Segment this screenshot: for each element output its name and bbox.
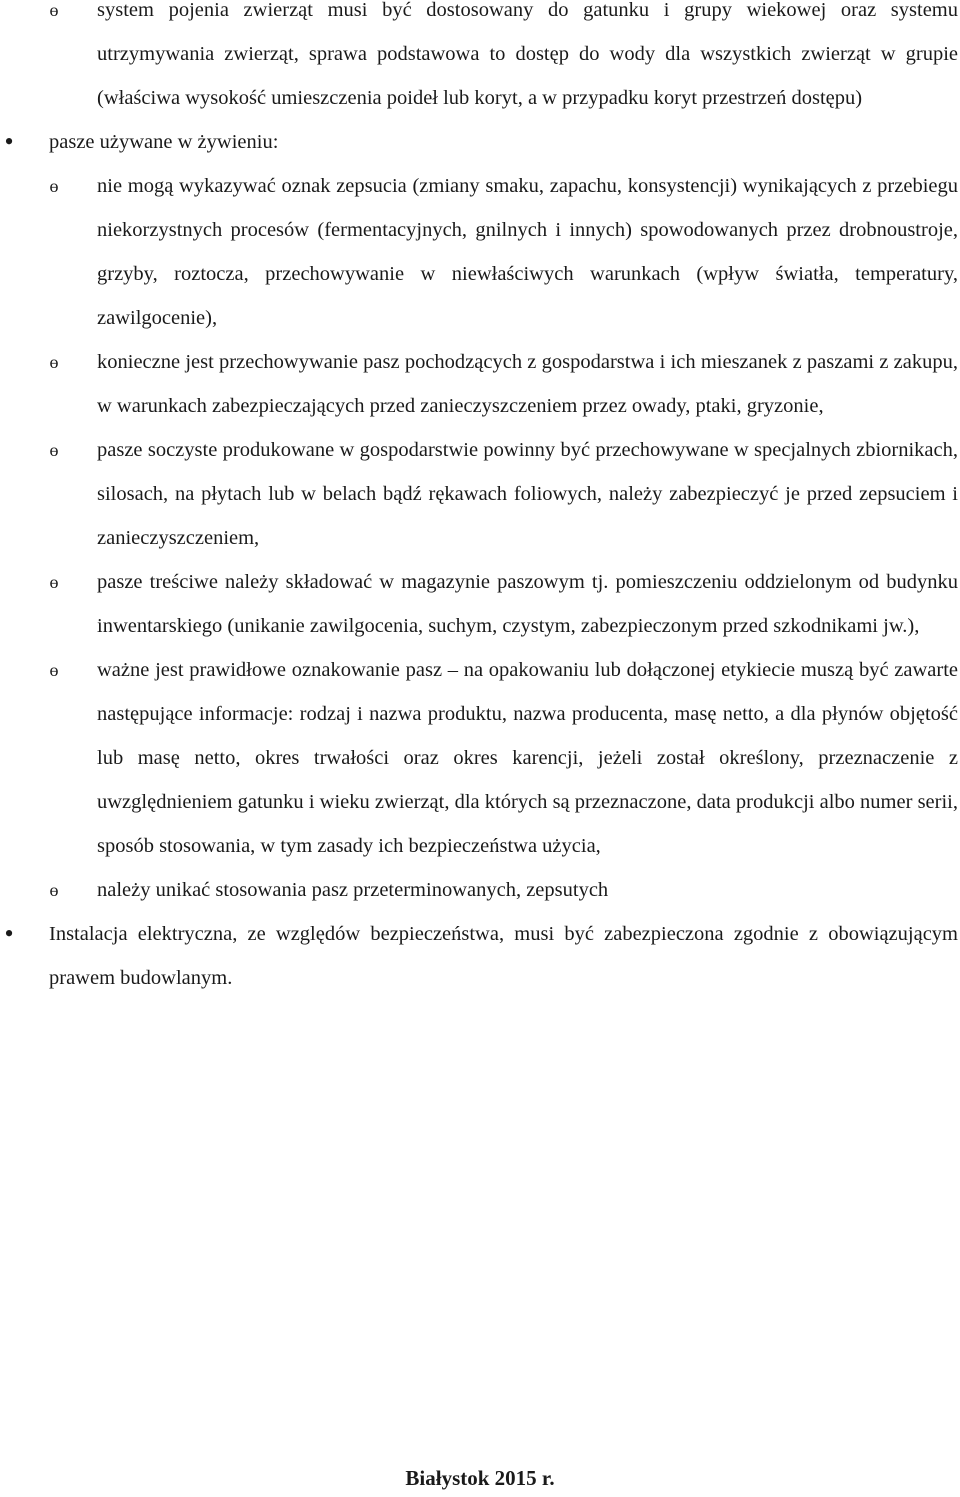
list-item-feeds-heading bbox=[0, 120, 960, 164]
list-item-feeding-system bbox=[0, 0, 960, 120]
list-item-text: nie mogą wykazywać oznak zepsucia (zmiany smaku, zapachu, konsystencji) wynikających z przebiegu niekorzystnych procesów (fermentacyjnych, gnilnych i innych) spowodowanych przez drobnoustroje, grzyby, roztocza, przechowywanie w niewłaściwych warunkach (wpływ światła, temperatury, zawilgocenie), bbox=[97, 175, 958, 329]
document-footer: Białystok 2015 r. bbox=[405, 1466, 555, 1490]
list-item-text: pasze treściwe należy składować w magazynie paszowym tj. pomieszczeniu oddzielonym od budynku inwentarskiego (unikanie zawilgocenia, suchym, czystym, zabezpieczonym przed szkodnikami jw.), bbox=[97, 571, 958, 637]
list-item-text: należy unikać stosowania pasz przeterminowanych, zepsutych bbox=[97, 879, 609, 901]
sub-bullet-icon: ɵ bbox=[49, 880, 59, 900]
sub-bullet-icon: ɵ bbox=[49, 352, 59, 372]
list-item-spoilage bbox=[0, 164, 960, 340]
sub-bullet-icon: ɵ bbox=[49, 176, 59, 196]
list-item-labeling bbox=[0, 648, 960, 868]
list-item-storage bbox=[0, 340, 960, 428]
sub-bullet-icon: ɵ bbox=[49, 660, 59, 680]
list-item-concentrate-feeds bbox=[0, 560, 960, 648]
list-item-electrical bbox=[0, 912, 960, 1000]
sub-bullet-icon: ɵ bbox=[49, 572, 59, 592]
list-item-text: ważne jest prawidłowe oznakowanie pasz – na opakowaniu lub dołączonej etykiecie muszą być zawarte następujące informacje: rodzaj i nazwa produktu, nazwa producenta, masę netto, a dla płynów objętość lub masę netto, okres trwałości oraz okres karencji, jeżeli został określony, przeznaczenie z uwzględnieniem gatunku i wieku zwierząt, dla których są przeznaczone, data produkcji albo numer serii, sposób stosowania, w tym zasady ich bezpieczeństwa użycia, bbox=[97, 659, 958, 857]
list-item-text: konieczne jest przechowywanie pasz pochodzących z gospodarstwa i ich mieszanek z paszami z zakupu, w warunkach zabezpieczających przed zanieczyszczeniem przez owady, ptaki, gryzonie, bbox=[97, 351, 958, 417]
list-item-text: system pojenia zwierząt musi być dostosowany do gatunku i grupy wiekowej oraz systemu utrzymywania zwierząt, sprawa podstawowa to dostęp do wody dla wszystkich zwierząt w grupie (właściwa wysokość umieszczenia poideł lub koryt, a w przypadku koryt przestrzeń dostępu) bbox=[97, 0, 958, 109]
sub-bullet-icon: ɵ bbox=[49, 0, 59, 20]
list-item-text: pasze używane w żywieniu: bbox=[49, 131, 279, 153]
sub-bullet-icon: ɵ bbox=[49, 440, 59, 460]
list-item-succulent-feeds bbox=[0, 428, 960, 560]
bullet-icon: • bbox=[4, 127, 14, 156]
list-item-text: Instalacja elektryczna, ze względów bezpieczeństwa, musi być zabezpieczona zgodnie z obowiązującym prawem budowlanym. bbox=[49, 923, 958, 989]
bullet-icon: • bbox=[4, 919, 14, 948]
list-item-expired-feeds bbox=[0, 868, 960, 912]
list-item-text: pasze soczyste produkowane w gospodarstwie powinny być przechowywane w specjalnych zbiornikach, silosach, na płytach lub w belach bądź rękawach foliowych, należy zabezpieczyć je przed zepsuciem i zanieczyszczeniem, bbox=[97, 439, 958, 549]
